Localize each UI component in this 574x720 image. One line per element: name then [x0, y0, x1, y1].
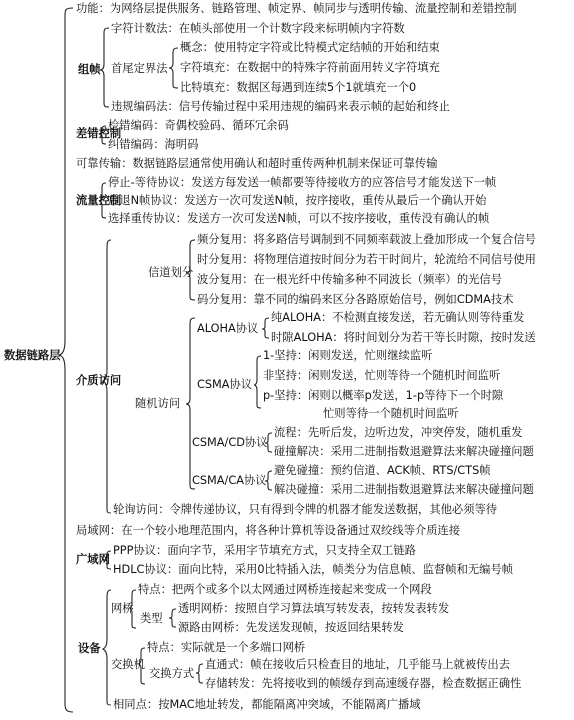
function-node: 功能：为网络层提供服务、链路管理、帧定界、帧同步与透明传输、流量控制和差错控制 [76, 2, 517, 15]
csmaca-solve-node: 解决碰撞：采用二进制指数退避算法来解决碰撞问题 [274, 483, 534, 496]
persist1-node: 1-坚持：闲则发送，忙则继续监听 [263, 349, 433, 362]
transparent-bridge-node: 透明网桥：按照自学习算法填写转发表，按转发表转发 [178, 602, 450, 615]
nonpersist-node: 非坚持：闲则发送，忙则等待一个随机时间监听 [263, 369, 501, 382]
char-stuff-node: 字符填充：在数据中的特殊字符前面用转义字符填充 [180, 61, 440, 74]
device-node: 设备 [78, 642, 101, 655]
fdm-node: 频分复用：将多路信号调制到不同频率载波上叠加形成一个复合信号 [197, 233, 536, 246]
csmaca-node: CSMA/CA协议 [192, 474, 267, 487]
csmacd-flow-node: 流程：先听后发，边听边发，冲突停发，随机重发 [274, 426, 523, 439]
ppp-node: PPP协议：面向字节，采用字节填充方式，只支持全双工链路 [113, 544, 416, 557]
polling-node: 轮询访问：令牌传递协议，只有得到令牌的机器才能发送数据，其他必须等待 [113, 503, 498, 516]
slotted-aloha-node: 时隙ALOHA：将时间划分为若干等长时隙，按时发送 [271, 331, 536, 344]
brace-switch-mode [196, 664, 203, 683]
error-control-node: 差错控制 [76, 127, 122, 140]
csma-node: CSMA协议 [197, 378, 253, 391]
tdm-node: 时分复用：将物理信道按时间分为若干时间片，轮流给不同信号使用 [197, 253, 536, 266]
csmacd-node: CSMA/CD协议 [192, 436, 268, 449]
ppersist-node: p-坚持：闲则以概率p发送，1-p等待下一个时隙 [263, 389, 504, 402]
switch-feature-node: 特点：实际就是一个多端口网桥 [147, 641, 306, 654]
error-detect-node: 检错编码：奇偶校验码、循环冗余码 [108, 119, 289, 132]
brace-framing [100, 28, 109, 107]
error-correct-node: 纠错编码：海明码 [108, 138, 199, 151]
bridge-type-node: 类型 [140, 612, 163, 625]
store-forward-node: 存储转发：先将接收到的帧缓存到高速缓存器，检查数据正确性 [205, 677, 522, 690]
violation-node: 违规编码法：信号传输过程中采用违规的编码来表示帧的起始和终止 [111, 100, 450, 113]
brace-root [59, 8, 73, 712]
bridge-feature-node: 特点：把两个或多个以太网通过网桥连接起来变成一个网段 [138, 583, 432, 596]
brace-bridge-type [169, 609, 176, 627]
same-point-node: 相同点：按MAC地址转发，都能隔离冲突域，不能隔离广播域 [113, 698, 421, 711]
bridge-node: 网桥 [111, 602, 134, 615]
source-bridge-node: 源路由网桥：先发送发现帧，按返回结果转发 [178, 621, 404, 634]
wdm-node: 波分复用：在一根光纤中传输多种不同波长（频率）的光信号 [197, 273, 503, 286]
csmacd-solve-node: 碰撞解决：采用二进制指数退避算法来解决碰撞问题 [274, 445, 534, 458]
cut-through-node: 直通式：帧在接收后只检查目的地址，几乎能马上就被传出去 [205, 658, 511, 671]
random-node: 随机访问 [135, 397, 181, 410]
wan-node: 广域网 [76, 553, 110, 566]
flow-control-node: 流量控制 [76, 194, 122, 207]
lan-node: 局域网：在一个较小地理范围内，将各种计算机等设备通过双绞线等介质连接 [76, 524, 461, 537]
channel-node: 信道划分 [148, 266, 194, 279]
brace-random [186, 318, 195, 489]
brace-csma [254, 356, 261, 408]
flag-concept-node: 概念：使用特定字符或比特模式定结帧的开始和结束 [180, 41, 440, 54]
sr-node: 选择重传协议：发送方一次可发送N帧，可以不按序接收，重传没有确认的帧 [108, 212, 490, 225]
reliable-node: 可靠传输：数据链路层通常使用确认和超时重传两种机制来保证可靠传输 [76, 157, 438, 170]
brace-aloha [262, 318, 269, 338]
switch-mode-node: 交换方式 [149, 667, 195, 680]
framing-node: 组帧 [78, 63, 101, 76]
flag-method-node: 首尾定界法 [111, 62, 168, 75]
mac-node: 介质访问 [76, 374, 122, 387]
root-node: 数据链路层 [4, 349, 61, 362]
brace-flag [169, 48, 178, 88]
switch-node: 交换机 [111, 658, 145, 671]
char-count-node: 字符计数法：在帧头部使用一个计数字段来标明帧内字符数 [111, 22, 405, 35]
bit-stuff-node: 比特填充：数据区每遇到连续5个1就填充一个0 [180, 81, 417, 94]
hdlc-node: HDLC协议：面向比特，采用0比特插入法，帧类分为信息帧、监督帧和无编号帧 [113, 563, 514, 576]
brace-device [103, 590, 111, 705]
pure-aloha-node: 纯ALOHA：不检测直接发送，若无确认则等待重发 [271, 311, 525, 324]
stop-wait-node: 停止-等待协议：发送方每发送一帧都要等待接收方的应答信号才能发送下一帧 [108, 176, 497, 189]
gbn-node: 后退N帧协议：发送方一次可发送N帧，按序接收，重传从最后一个确认开始 [108, 194, 487, 207]
cdm-node: 码分复用：靠不同的编码来区分各路原始信号，例如CDMA技术 [197, 293, 514, 306]
aloha-node: ALOHA协议 [197, 322, 259, 335]
ppersist-cont-node: 忙则等待一个随机时间监听 [323, 407, 459, 420]
csmaca-avoid-node: 避免碰撞：预约信道、ACK帧、RTS/CTS帧 [274, 464, 491, 477]
